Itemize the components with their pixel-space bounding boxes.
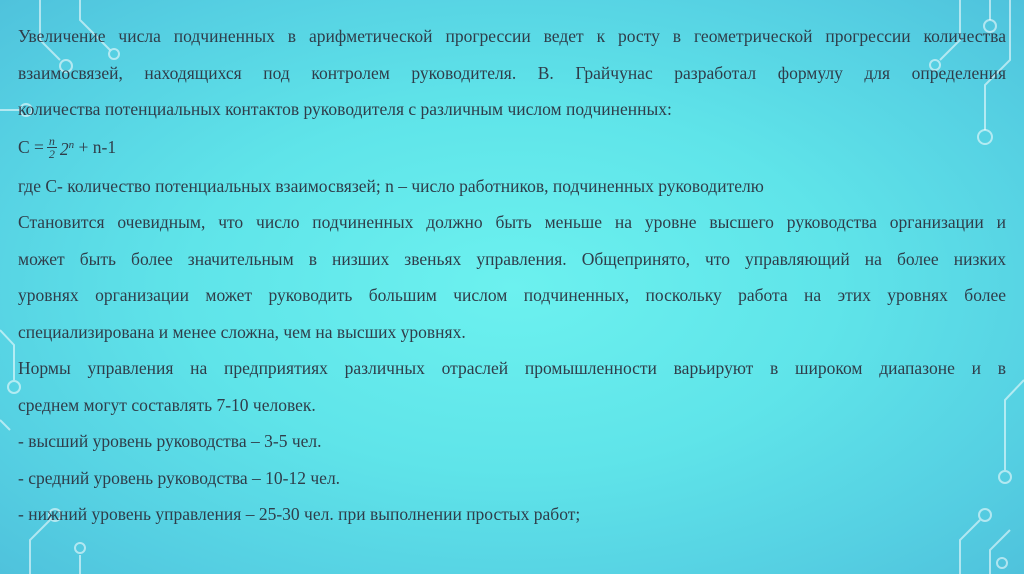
slide-content [18, 18, 1006, 533]
formula-power [60, 127, 74, 167]
formula [18, 128, 1006, 168]
formula-fraction [47, 135, 57, 160]
formula-frac-numerator: n [48, 134, 55, 148]
para3-line-1: Нормы управления на предприятиях различных отраслей промышленности варьируют в широком диапазоне и в [18, 358, 1006, 378]
definition-line: где С- количество потенциальных взаимосвязей; n – число работников, подчиненных руководителю [18, 175, 764, 196]
formula-lhs: C = [18, 137, 44, 158]
formula-exponent: n [68, 139, 75, 152]
para3-line-2: среднем могут составлять 7-10 человек. [18, 394, 316, 415]
formula-frac-denominator: 2 [48, 147, 55, 161]
intro-line-3: количества потенциальных контактов руководителя с различным числом подчиненных: [18, 99, 672, 119]
list-item: - нижний уровень управления – 25-30 чел. при выполнении простых работ; [18, 504, 581, 524]
para2-line-4: специализирована и менее сложна, чем на высших уровнях. [18, 321, 466, 342]
list-item: - средний уровень руководства – 10-12 чел. [18, 467, 341, 488]
intro-line-2: взаимосвязей, находящихся под контролем руководителя. В. Грайчунас разработал формулу для определения [18, 62, 1006, 83]
formula-tail: + n-1 [74, 137, 117, 158]
formula-base: 2 [59, 139, 69, 160]
para2-line-3: уровнях организации может руководить большим числом подчиненных, поскольку работа на этих уровнях более [18, 285, 1006, 305]
para2-line-1: Становится очевидным, что число подчиненных должно быть меньше на уровне высшего руководства организации и [18, 212, 1006, 232]
list-item: - высший уровень руководства – 3-5 чел. [18, 431, 322, 451]
intro-line-1: Увеличение числа подчиненных в арифметической прогрессии ведет к росту в геометрической прогрессии количества [18, 26, 1006, 46]
para2-line-2: может быть более значительным в низших звеньях управления. Общепринято, что управляющий на более низких [18, 248, 1006, 269]
